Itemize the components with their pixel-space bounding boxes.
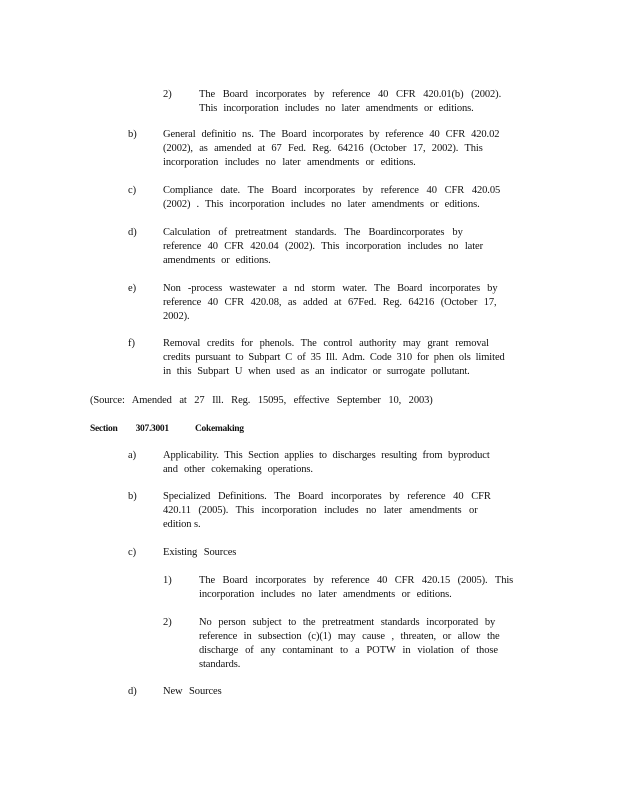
text-line: The Board incorporates by reference 40 CFR 420.01(b) (2002). <box>199 89 502 100</box>
text-line: incorporation includes no later amendments or editions. <box>163 157 416 168</box>
paragraph-no-person-subject <box>199 616 500 672</box>
item-label: 2) <box>163 89 172 100</box>
text-line: Non -process wastewater a nd storm water. The Board incorporates by <box>163 283 498 294</box>
paragraph-incorporation-420-01b <box>199 88 504 116</box>
text-line: reference 40 CFR 420.04 (2002). This incorporation includes no later <box>163 241 483 252</box>
text-line: Calculation of pretreatment standards. The Boardincorporates by <box>163 227 463 238</box>
paragraph-applicability <box>163 449 490 477</box>
text-line: 420.11 (2005). This incorporation includes no later amendments or <box>163 505 478 516</box>
text-line: amendments or editions. <box>163 255 271 266</box>
text-line: 2002). <box>163 311 190 322</box>
section-heading <box>90 422 244 436</box>
text-line: This incorporation includes no later amendments or editions. <box>199 103 474 114</box>
text-line: discharge of any contaminant to a POTW in violation of those <box>199 645 498 656</box>
text-line: reference in subsection (c)(1) may cause , threaten, or allow the <box>199 631 500 642</box>
subheading-existing-sources: Existing Sources <box>163 547 237 558</box>
item-label: e) <box>128 283 137 294</box>
section-title: Cokemaking <box>195 424 244 434</box>
item-label: a) <box>128 450 137 461</box>
text-line: Specialized Definitions. The Board incorporates by reference 40 CFR <box>163 491 491 502</box>
paragraph-specialized-definitions <box>163 490 491 532</box>
text-line: incorporation includes no later amendments or editions. <box>199 589 452 600</box>
text-line: No person subject to the pretreatment standards incorporated by <box>199 617 496 628</box>
item-label: d) <box>128 686 137 697</box>
text-line: Applicability. This Section applies to discharges resulting from byproduct <box>163 450 490 461</box>
source-note: (Source: Amended at 27 Ill. Reg. 15095, effective September 10, 2003) <box>90 395 433 406</box>
item-label: b) <box>128 491 137 502</box>
text-line: edition s. <box>163 519 201 530</box>
text-line: The Board incorporates by reference 40 CFR 420.15 (2005). This <box>199 575 514 586</box>
item-label: b) <box>128 129 137 140</box>
paragraph-general-definitions <box>163 128 499 170</box>
text-line: and other cokemaking operations. <box>163 464 313 475</box>
item-label: 2) <box>163 617 172 628</box>
text-line: General definitio ns. The Board incorporates by reference 40 CFR 420.02 <box>163 129 500 140</box>
item-label: f) <box>128 338 135 349</box>
paragraph-non-process-wastewater <box>163 282 497 324</box>
text-line: standards. <box>199 659 241 670</box>
section-number: 307.3001 <box>135 424 169 434</box>
text-line: (2002) . This incorporation includes no later amendments or editions. <box>163 199 480 210</box>
item-label: 1) <box>163 575 172 586</box>
paragraph-removal-credits <box>163 337 505 379</box>
text-line: (2002), as amended at 67 Fed. Reg. 64216 (October 17, 2002). This <box>163 143 483 154</box>
paragraph-compliance-date <box>163 184 500 212</box>
paragraph-calculation <box>163 226 483 268</box>
text-line: Removal credits for phenols. The control authority may grant removal <box>163 338 489 349</box>
paragraph-incorporation-420-15 <box>199 574 513 602</box>
item-label: c) <box>128 185 137 196</box>
text-line: credits pursuant to Subpart C of 35 Ill. Adm. Code 310 for phen ols limited <box>163 352 505 363</box>
text-line: reference 40 CFR 420.08, as added at 67Fed. Reg. 64216 (October 17, <box>163 297 497 308</box>
item-label: d) <box>128 227 137 238</box>
item-label: c) <box>128 547 137 558</box>
section-label: Section <box>90 424 118 434</box>
text-line: in this Subpart U when used as an indicator or surrogate pollutant. <box>163 366 470 377</box>
subheading-new-sources: New Sources <box>163 686 222 697</box>
text-line: Compliance date. The Board incorporates by reference 40 CFR 420.05 <box>163 185 501 196</box>
